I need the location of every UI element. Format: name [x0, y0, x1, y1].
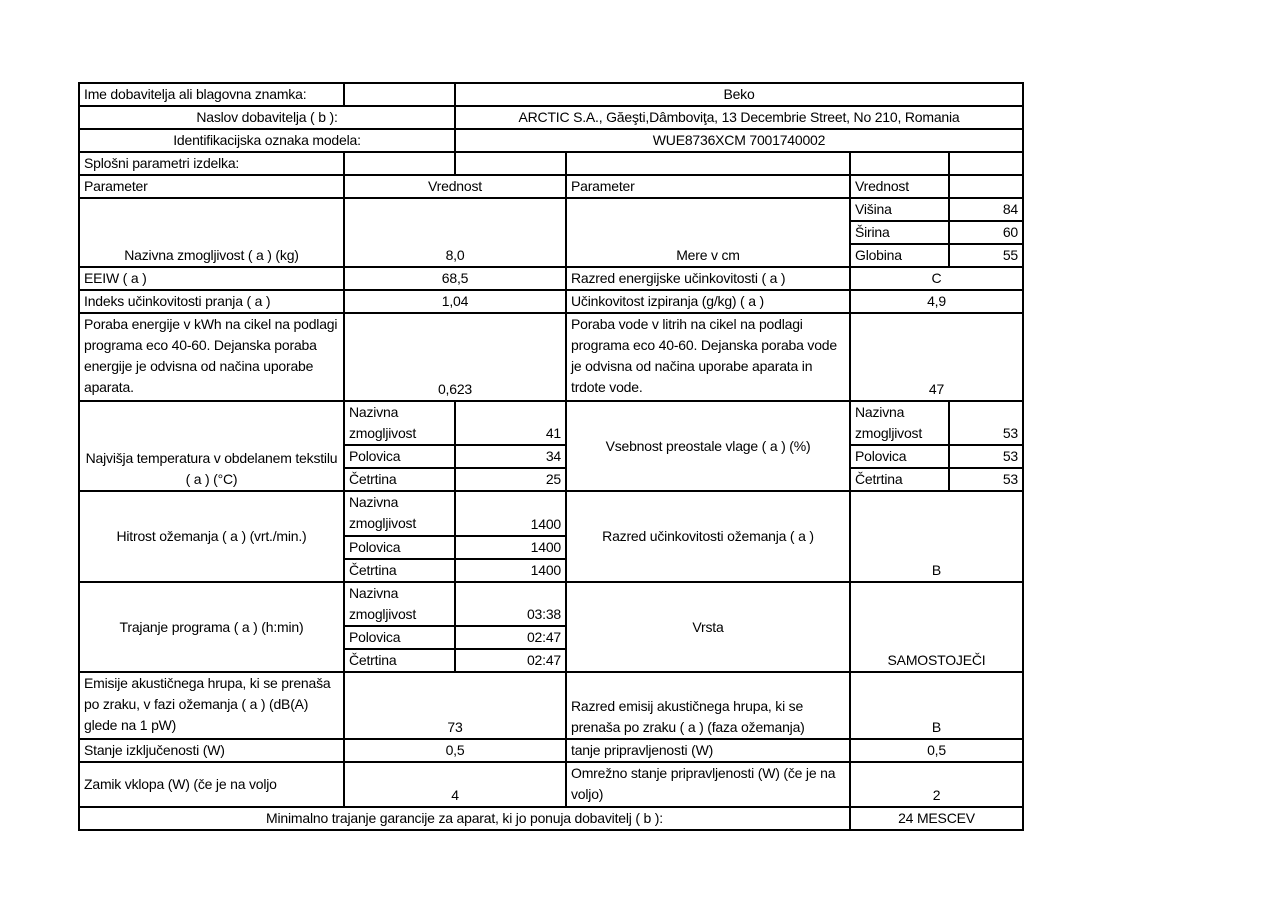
- residual-moisture-half-value: 53: [949, 445, 1023, 468]
- water-consumption-value: 47: [850, 313, 1023, 401]
- eeiw-label: EEIW ( a ): [79, 267, 344, 290]
- warranty-value: 24 MESCEV: [850, 807, 1023, 830]
- delay-start-value: 4: [344, 762, 566, 807]
- max-temp-rated-value: 41: [455, 401, 566, 445]
- spin-speed-half-label: Polovica: [344, 536, 455, 559]
- col-header-parameter-right: Parameter: [566, 175, 850, 198]
- standby-label: tanje pripravljenosti (W): [566, 739, 850, 762]
- empty-cell: [455, 152, 566, 175]
- noise-class-label: Razred emisij akustičnega hrupa, ki se prenaša po zraku ( a ) (faza ožemanja): [566, 672, 850, 739]
- duration-half-label: Polovica: [344, 626, 455, 649]
- supplier-address-label: Naslov dobavitelja ( b ):: [79, 106, 455, 129]
- energy-consumption-value: 0,623: [344, 313, 566, 401]
- spin-speed-quarter-label: Četrtina: [344, 559, 455, 582]
- spin-speed-rated-value: 1400: [455, 491, 566, 536]
- max-temp-rated-label: Nazivna zmogljivost: [344, 401, 455, 445]
- type-label: Vrsta: [566, 582, 850, 672]
- duration-rated-label: Nazivna zmogljivost: [344, 582, 455, 626]
- dimension-depth-label: Globina: [850, 244, 949, 267]
- residual-moisture-quarter-value: 53: [949, 468, 1023, 491]
- dimension-width-label: Širina: [850, 221, 949, 244]
- wash-index-value: 1,04: [344, 290, 566, 313]
- noise-value: 73: [344, 672, 566, 739]
- max-temp-quarter-value: 25: [455, 468, 566, 491]
- delay-start-label: Zamik vklopa (W) (če je na voljo: [79, 762, 344, 807]
- noise-label: Emisije akustičnega hrupa, ki se prenaša po zraku, v fazi ožemanja ( a ) (dB(A) glede na 1 pW): [79, 672, 344, 739]
- capacity-label: Nazivna zmogljivost ( a ) (kg): [79, 198, 344, 267]
- dimensions-label: Mere v cm: [566, 198, 850, 267]
- duration-rated-value: 03:38: [455, 582, 566, 626]
- supplier-address-value: ARCTIC S.A., Găeşti,Dâmboviţa, 13 Decembrie Street, No 210, Romania: [455, 106, 1023, 129]
- residual-moisture-half-label: Polovica: [850, 445, 949, 468]
- spin-class-label: Razred učinkovitosti ožemanja ( a ): [566, 491, 850, 582]
- wash-index-label: Indeks učinkovitosti pranja ( a ): [79, 290, 344, 313]
- product-fiche-table: [78, 82, 1024, 831]
- capacity-value: 8,0: [344, 198, 566, 267]
- residual-moisture-label: Vsebnost preostale vlage ( a ) (%): [566, 401, 850, 491]
- rinse-efficiency-label: Učinkovitost izpiranja (g/kg) ( a ): [566, 290, 850, 313]
- residual-moisture-rated-label: Nazivna zmogljivost: [850, 401, 949, 445]
- eeiw-value: 68,5: [344, 267, 566, 290]
- noise-class-value: B: [850, 672, 1023, 739]
- energy-class-value: C: [850, 267, 1023, 290]
- empty-cell: [344, 83, 455, 106]
- duration-label: Trajanje programa ( a ) (h:min): [79, 582, 344, 672]
- spin-speed-label: Hitrost ožemanja ( a ) (vrt./min.): [79, 491, 344, 582]
- energy-consumption-label: Poraba energije v kWh na cikel na podlagi programa eco 40-60. Dejanska poraba energije je odvisna od načina uporabe aparata.: [79, 313, 344, 401]
- max-temp-half-value: 34: [455, 445, 566, 468]
- max-temp-label: Najvišja temperatura v obdelanem tekstilu ( a ) (°C): [79, 401, 344, 491]
- supplier-name-value: Beko: [455, 83, 1023, 106]
- dimension-depth-value: 55: [949, 244, 1023, 267]
- model-id-value: WUE8736XCM 7001740002: [455, 129, 1023, 152]
- duration-quarter-label: Četrtina: [344, 649, 455, 672]
- spin-class-value: B: [850, 491, 1023, 582]
- col-header-value-right: Vrednost: [850, 175, 949, 198]
- model-id-label: Identifikacijska oznaka modela:: [79, 129, 455, 152]
- spin-speed-half-value: 1400: [455, 536, 566, 559]
- supplier-name-label: Ime dobavitelja ali blagovna znamka:: [79, 83, 344, 106]
- networked-standby-label: Omrežno stanje pripravljenosti (W) (če je na voljo): [566, 762, 850, 807]
- standby-value: 0,5: [850, 739, 1023, 762]
- duration-quarter-value: 02:47: [455, 649, 566, 672]
- energy-class-label: Razred energijske učinkovitosti ( a ): [566, 267, 850, 290]
- warranty-label: Minimalno trajanje garancije za aparat, ki jo ponuja dobavitelj ( b ):: [79, 807, 850, 830]
- residual-moisture-quarter-label: Četrtina: [850, 468, 949, 491]
- empty-cell: [949, 175, 1023, 198]
- rinse-efficiency-value: 4,9: [850, 290, 1023, 313]
- dimension-height-label: Višina: [850, 198, 949, 221]
- networked-standby-value: 2: [850, 762, 1023, 807]
- duration-half-value: 02:47: [455, 626, 566, 649]
- col-header-value-left: Vrednost: [344, 175, 566, 198]
- dimension-height-value: 84: [949, 198, 1023, 221]
- empty-cell: [949, 152, 1023, 175]
- spin-speed-rated-label: Nazivna zmogljivost: [344, 491, 455, 536]
- off-mode-label: Stanje izključenosti (W): [79, 739, 344, 762]
- max-temp-quarter-label: Četrtina: [344, 468, 455, 491]
- water-consumption-label: Poraba vode v litrih na cikel na podlagi programa eco 40-60. Dejanska poraba vode je odvisna od načina uporabe aparata in trdote vode.: [566, 313, 850, 401]
- general-params-label: Splošni parametri izdelka:: [79, 152, 344, 175]
- max-temp-half-label: Polovica: [344, 445, 455, 468]
- dimension-width-value: 60: [949, 221, 1023, 244]
- col-header-parameter-left: Parameter: [79, 175, 344, 198]
- type-value: SAMOSTOJEČI: [850, 582, 1023, 672]
- spin-speed-quarter-value: 1400: [455, 559, 566, 582]
- empty-cell: [566, 152, 850, 175]
- residual-moisture-rated-value: 53: [949, 401, 1023, 445]
- off-mode-value: 0,5: [344, 739, 566, 762]
- empty-cell: [850, 152, 949, 175]
- empty-cell: [344, 152, 455, 175]
